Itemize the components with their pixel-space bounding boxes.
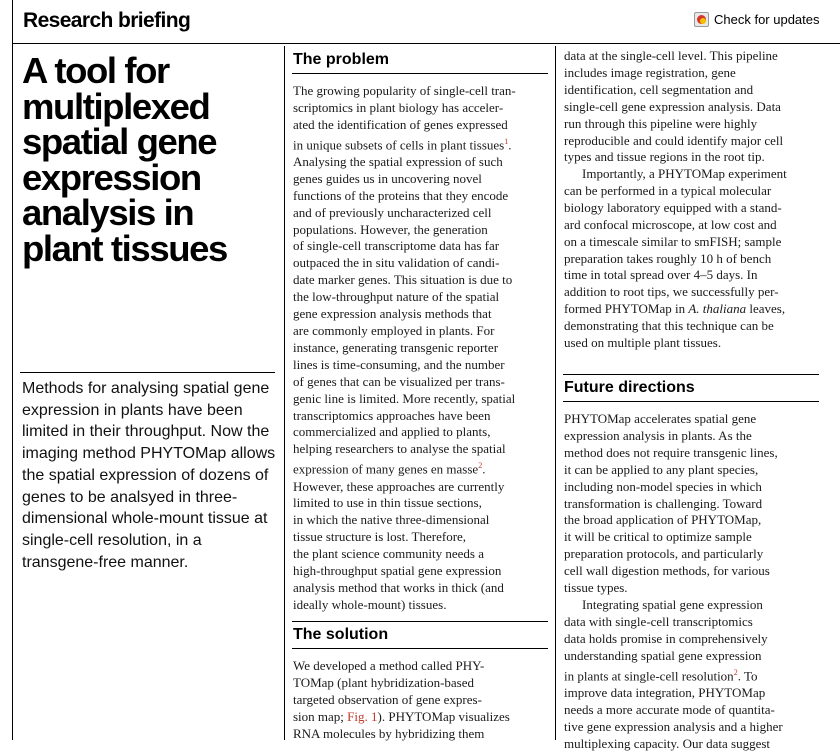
- problem-heading-rule: [292, 73, 548, 74]
- column-divider-2: [555, 46, 556, 740]
- left-margin-rule: [12, 0, 13, 740]
- solution-continued-paragraph: data at the single-cell level. This pipeline includes image registration, gene identification, cell segmentation and single-cell gene expression analysis. Data run through this pipeline were highly reproducible and could identify major cell types and tissue regions in the root tip.: [564, 48, 784, 165]
- heading-future-directions: Future directions: [564, 379, 695, 396]
- section-label: Research briefing: [23, 9, 191, 32]
- reference-link-2b[interactable]: 2: [733, 667, 738, 677]
- solution-heading-rule: [292, 648, 548, 649]
- future-paragraph-1: PHYTOMap accelerates spatial gene expression analysis in plants. As the method does not require transgenic lines, it can be applied to any plant species, including non-model species in which transformation is challenging. Toward the broad application of PHYTOMap, it will be critical to optimize sample preparation protocols, and particularly cell wall digestion methods, for various tissue types.: [564, 411, 778, 596]
- solution-paragraph: We developed a method called PHY- TOMap (plant hybridization-based targeted observation of gene expres- sion map; Fig. 1). PHYTOMap visualizes RNA molecules by hybridizing them: [293, 658, 510, 741]
- future-heading-rule: [563, 401, 819, 402]
- crossmark-icon: [694, 12, 709, 27]
- heading-the-solution: The solution: [293, 626, 389, 643]
- heading-the-problem: The problem: [293, 51, 390, 68]
- reference-link-2[interactable]: 2: [478, 461, 483, 471]
- check-for-updates-label: Check for updates: [714, 12, 820, 27]
- problem-paragraph: The growing popularity of single-cell tran- scriptomics in plant biology has acceler- ated the identification of genes expressed in unique subsets of cells in plant tissues$^1$. Analysing the spatial expression of such genes guides us in uncovering novel functions of the proteins that they encode and of previously uncharacterized cell populations. However, the generation of single-cell transcriptome data has far outpaced the in situ validation of candi- date marker genes. This situation is due to the low-throughput nature of the spatial gene expression analysis methods that are commonly employed in plants. For instance, generating transgenic reporter lines is time-consuming, and the number of genes that can be visualized per trans- genic line is limited. More recently, spatial transcriptomics approaches have been commercialized and applied to plants, helping researchers to analyse the spatial expression of many genes en masse$^2$. However, these approaches are currently limited to use in thin tissue sections, in which the native three-dimensional tissue structure is lost. Therefore, the plant science community needs a high-throughput spatial gene expression analysis method that works in thick (and ideally whole-mount) tissues.: [293, 83, 516, 612]
- future-paragraph-2: Integrating spatial gene expression data with single-cell transcriptomics data holds promise in comprehensively understanding spatial gene expression in plants at single-cell resolution$^2$. To improve data integration, PHYTOMap needs a more accurate mode of quantita- tive gene expression analysis and a higher multiplexing capacity. Our data suggest: [564, 597, 783, 751]
- future-top-rule: [563, 374, 819, 375]
- article-summary: Methods for analysing spatial gene expression in plants have been limited in their throughput. Now the imaging method PHYTOMap allows the spatial expression of dozens of genes to be analsyed in three-dimensional whole-mount tissue at single-cell resolution, in a transgene-free manner.: [22, 380, 276, 571]
- solution-top-rule: [292, 621, 548, 622]
- reference-link-1[interactable]: 1: [504, 136, 509, 146]
- solution-paragraph-2: Importantly, a PHYTOMap experiment can be performed in a typical molecular biology laboratory equipped with a stand- ard confocal microscope, at low cost and on a timescale similar to smFISH; sample preparation takes roughly 10 h of bench time in total spread over 4–5 days. In addition to root tips, we successfully per- formed PHYTOMap in A. thaliana leaves, demonstrating that this technique can be used on multiple plant tissues.: [564, 166, 787, 351]
- column-divider-1: [284, 46, 285, 740]
- figure-1-link[interactable]: Fig. 1: [347, 708, 378, 724]
- check-for-updates-button[interactable]: [694, 12, 820, 27]
- header-divider: [12, 43, 840, 44]
- article-title: A tool for multiplexed spatial gene expression analysis in plant tissues: [22, 50, 227, 269]
- summary-divider: [20, 372, 275, 373]
